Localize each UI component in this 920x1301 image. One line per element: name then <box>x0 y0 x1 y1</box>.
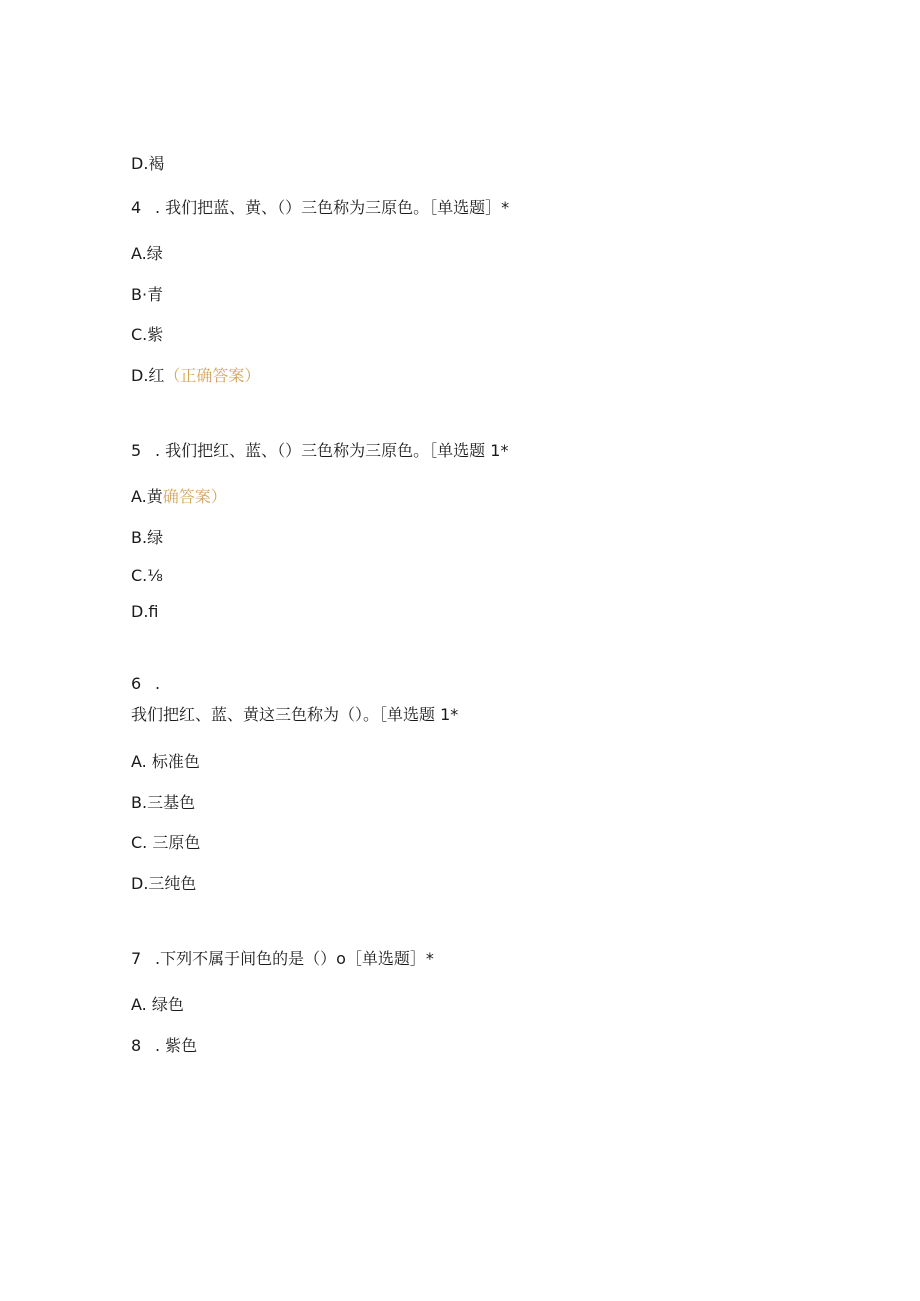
q4-option-b: B·青 <box>131 285 164 304</box>
q5-option-d: D.fi <box>131 602 159 621</box>
correct-answer-mark: （正确答案） <box>164 366 261 385</box>
question-number: 4 <box>131 198 142 217</box>
q5-option-c: C.⅛ <box>131 566 163 585</box>
q5-option-b: B.绿 <box>131 528 164 547</box>
question-8-stem <box>131 1036 197 1056</box>
question-5-stem <box>131 441 508 461</box>
question-number: 6 <box>131 674 142 693</box>
q6-option-c: C. 三原色 <box>131 833 201 852</box>
question-text: .下列不属于间色的是（）o［单选题］* <box>155 949 434 968</box>
question-number: 5 <box>131 441 142 460</box>
q3-option-d: D.褐 <box>131 154 165 173</box>
question-6-stem: 我们把红、蓝、黄这三色称为（）。［单选题 1* <box>131 705 459 724</box>
q7-option-a: A. 绿色 <box>131 995 184 1014</box>
q4-option-c: C.紫 <box>131 325 164 344</box>
number-suffix: . <box>155 674 161 693</box>
question-7-stem <box>131 949 434 969</box>
option-text: A.黄 <box>131 487 163 506</box>
question-text: . 我们把蓝、黄、（）三色称为三原色。［单选题］* <box>155 198 510 217</box>
question-text: . 紫色 <box>155 1036 198 1055</box>
question-text: . 我们把红、蓝、（）三色称为三原色。［单选题 1* <box>155 441 509 460</box>
q6-option-b: B.三基色 <box>131 793 196 812</box>
question-4-stem <box>131 198 509 218</box>
q4-option-d <box>131 366 260 386</box>
question-number: 7 <box>131 949 142 968</box>
q5-option-a <box>131 487 227 507</box>
correct-answer-mark: 确答案） <box>162 487 227 506</box>
question-number: 8 <box>131 1036 142 1055</box>
q6-option-d: D.三纯色 <box>131 874 197 893</box>
question-6-number <box>131 674 160 694</box>
option-text: D.红 <box>131 366 165 385</box>
q6-option-a: A. 标准色 <box>131 752 200 771</box>
q4-option-a: A.绿 <box>131 244 163 263</box>
